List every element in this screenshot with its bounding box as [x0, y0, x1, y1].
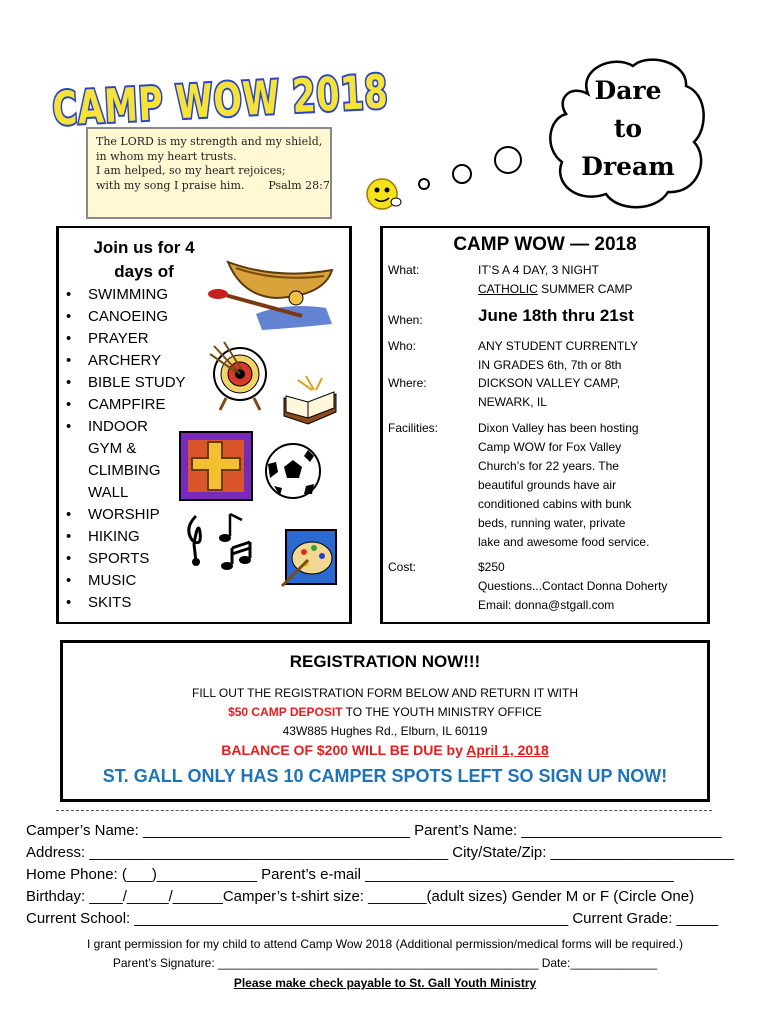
thought-bubble-small: [418, 178, 430, 190]
cross-quilt-icon: [176, 428, 256, 504]
verse-line-4: [96, 178, 330, 194]
deposit-text: $50 CAMP DEPOSIT: [228, 705, 343, 719]
verse-line-3: I am helped, so my heart rejoices;: [96, 164, 286, 177]
what-value: [478, 261, 708, 299]
verse-line-4-text: with my song I praise him.: [96, 178, 245, 192]
cost-label: Cost:: [388, 560, 417, 574]
activities-heading-line-1: Join us for 4: [93, 238, 195, 257]
thought-bubble-medium: [452, 164, 472, 184]
facilities-label: Facilities:: [388, 421, 439, 435]
activity-item: • WORSHIP: [64, 504, 204, 526]
facilities-line: beautiful grounds have air: [478, 478, 617, 492]
activity-item: • CANOEING: [64, 306, 204, 328]
registration-line-1: FILL OUT THE REGISTRATION FORM BELOW AND RETURN IT WITH: [191, 686, 579, 700]
where-line-1: DICKSON VALLEY CAMP,: [478, 376, 621, 390]
thought-bubble-large: [494, 146, 522, 174]
indoor-line: • INDOOR: [88, 418, 148, 435]
activity-item: • MUSIC: [64, 570, 204, 592]
activity-item: • BIBLE STUDY: [64, 372, 204, 394]
when-label: When:: [388, 313, 423, 327]
deposit-rest-text: TO THE YOUTH MINISTRY OFFICE: [342, 705, 542, 719]
verse-line-1: The LORD is my strength and my shield,: [96, 135, 323, 148]
activity-item: • SPORTS: [64, 548, 204, 570]
registration-title: REGISTRATION NOW!!!: [289, 652, 481, 671]
facilities-line: conditioned cabins with bunk: [478, 497, 632, 511]
registration-address: 43W885 Hughes Rd., Elburn, IL 60119: [282, 724, 488, 738]
facilities-line: Camp WOW for Fox Valley: [478, 440, 622, 454]
what-line-2: [478, 280, 708, 299]
cloud-text: [548, 72, 708, 186]
indoor-line: CLIMBING: [88, 462, 161, 479]
facilities-line: lake and awesome food service.: [478, 535, 650, 549]
cloud-line-1: Dare: [594, 76, 662, 105]
balance-line: [62, 742, 708, 758]
verse-box: [86, 127, 332, 219]
camper-parent-name-line[interactable]: Camper’s Name: ________________________________ Parent’s Name: ________________________: [26, 822, 722, 839]
registration-line-2: [62, 705, 708, 719]
spots-left-banner: ST. GALL ONLY HAS 10 CAMPER SPOTS LEFT SO SIGN UP NOW!: [102, 766, 668, 786]
verse-line-2: in whom my heart trusts.: [96, 149, 237, 163]
activities-heading-line-2: days of: [114, 262, 174, 281]
what-rest-text: SUMMER CAMP: [537, 282, 633, 296]
bible-icon: [278, 372, 342, 432]
facilities-line: beds, running water, private: [478, 516, 626, 530]
thinking-smiley-icon: [364, 176, 404, 212]
birthday-shirt-gender-line[interactable]: Birthday: ____/_____/______Camper’s t-shirt size: _______(adult sizes) Gender M or F (Circle One): [26, 888, 695, 905]
where-value: [478, 374, 708, 412]
what-label: What:: [388, 263, 420, 277]
cut-line-divider: [56, 810, 712, 811]
contact-email: Email: donna@stgall.com: [478, 598, 615, 612]
activity-item: • SWIMMING: [64, 284, 204, 306]
activity-item: • CAMPFIRE: [64, 394, 204, 416]
what-line-1: IT’S A 4 DAY, 3 NIGHT: [478, 263, 599, 277]
who-value: [478, 337, 708, 375]
catholic-text: CATHOLIC: [478, 282, 538, 296]
activities-heading: [74, 236, 214, 284]
where-line-2: NEWARK, IL: [478, 395, 547, 409]
archery-target-icon: [206, 340, 274, 412]
balance-date: April 1, 2018: [466, 742, 549, 758]
who-label: Who:: [388, 339, 417, 353]
cloud-line-2: to: [613, 114, 643, 143]
facilities-line: Church’s for 22 years. The: [478, 459, 619, 473]
title-text-outline: CAMP WOW 2018: [51, 57, 516, 136]
check-payable-note: Please make check payable to St. Gall Youth Ministry: [233, 976, 537, 990]
balance-text: BALANCE OF $200 WILL BE DUE by: [221, 742, 467, 758]
camp-wow-title: [46, 57, 516, 136]
verse-reference: Psalm 28:7: [268, 178, 330, 192]
facilities-value: [478, 419, 708, 552]
phone-email-line[interactable]: Home Phone: (___)____________ Parent’s e-mail _____________________________________: [26, 866, 674, 883]
parent-signature-line[interactable]: Parent’s Signature: ________________________________________________ Date:_____________: [112, 956, 658, 970]
activity-item: • PRAYER: [64, 328, 204, 350]
soccer-ball-icon: [262, 440, 324, 502]
where-label: Where:: [388, 376, 427, 390]
questions-contact: Questions...Contact Donna Doherty: [478, 579, 668, 593]
activity-item: • SKITS: [64, 592, 204, 614]
activity-item: • ARCHERY: [64, 350, 204, 372]
cost-value: [478, 558, 708, 615]
music-notes-icon: [180, 508, 262, 572]
indoor-line: WALL: [88, 484, 129, 501]
art-palette-icon: [278, 520, 342, 592]
cost-amount: $250: [478, 560, 505, 574]
canoe-icon: [206, 252, 340, 336]
school-grade-line[interactable]: Current School: ____________________________________________________ Current Grade: _____: [26, 910, 719, 927]
who-line-1: ANY STUDENT CURRENTLY: [478, 339, 639, 353]
permission-statement: I grant permission for my child to attend Camp Wow 2018 (Additional permission/medical forms will be required.): [86, 937, 684, 951]
facilities-line: Dixon Valley has been hosting: [478, 421, 639, 435]
camp-info-title: CAMP WOW — 2018: [453, 234, 637, 255]
when-value: June 18th thru 21st: [478, 306, 634, 325]
who-line-2: IN GRADES 6th, 7th or 8th: [478, 358, 622, 372]
indoor-line: GYM &: [88, 440, 137, 457]
activity-item: • HIKING: [64, 526, 204, 548]
address-line[interactable]: Address: ___________________________________________ City/State/Zip: ______________________: [26, 844, 735, 861]
cloud-line-3: Dream: [581, 152, 675, 181]
